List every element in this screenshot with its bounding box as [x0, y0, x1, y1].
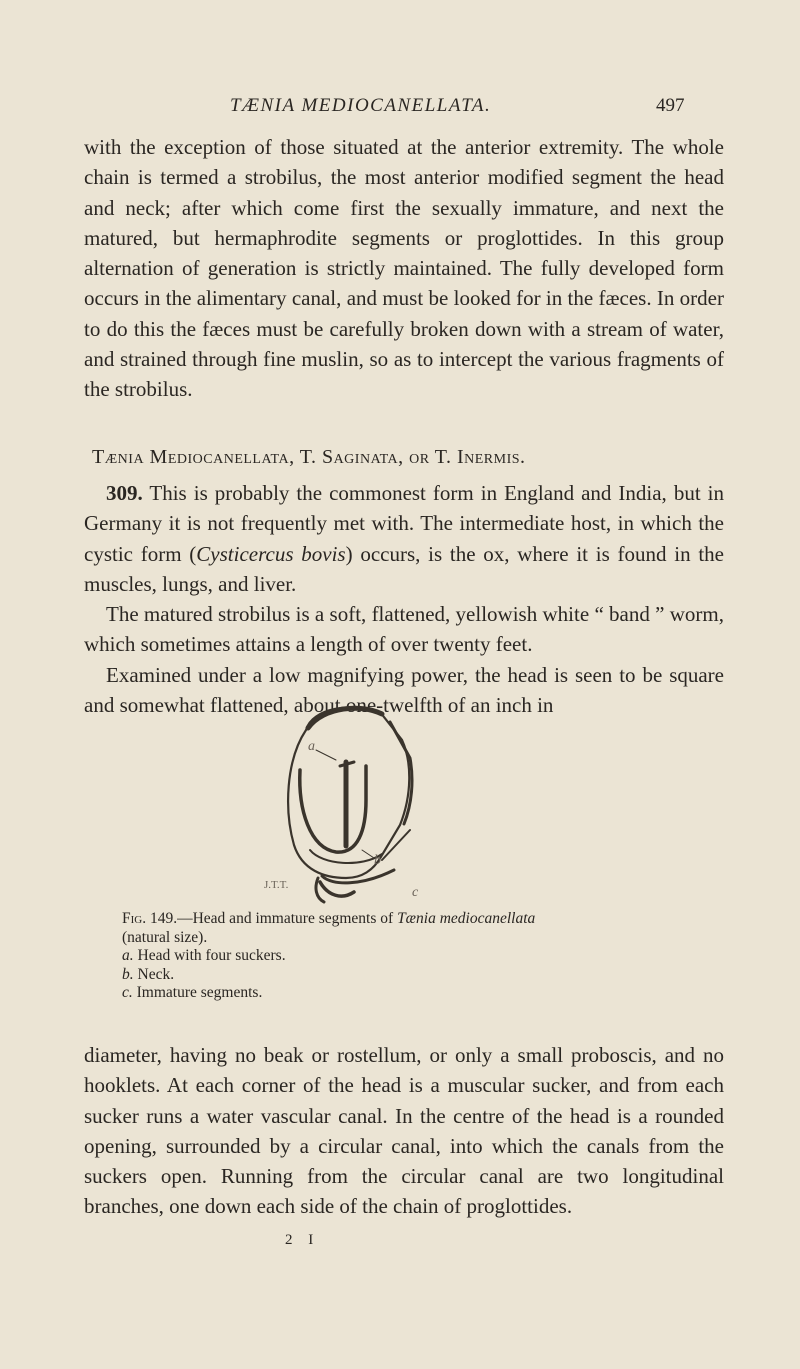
stem-top — [340, 762, 354, 766]
section-heading: Tænia Mediocanellata, T. Saginata, or T. Inermis. — [92, 446, 526, 468]
legend-text: Immature segments. — [136, 984, 263, 1001]
artist-mark: J.T.T. — [264, 879, 289, 891]
legend-key: a. — [122, 947, 134, 964]
caption-species: Tænia mediocanellata — [397, 910, 536, 927]
legend-key: c. — [122, 984, 133, 1001]
caption-tail: (natural size). — [122, 928, 208, 946]
section-309-body — [84, 478, 724, 720]
paragraph-text: diameter, having no beak or rostellum, or only a small proboscis, and no hooklets. At each corner of the head is a muscular sucker, and from each sucker runs a water vascular canal. In the centre of the head is a rounded opening, surrounded by a circular canal, into which the canals from the suckers open. Running from the circular canal are two longitudinal branches, one down each side of the chain of proglottides. — [84, 1043, 724, 1219]
caption-text: —Head and immature segments of — [177, 910, 398, 927]
figure-149-illustration — [262, 700, 432, 905]
leader-a — [316, 750, 336, 760]
running-head-title: TÆNIA MEDIOCANELLATA. — [230, 95, 492, 116]
caption-label: Fig. 149. — [122, 910, 178, 927]
figure-caption — [122, 910, 742, 1003]
page-number: 497 — [656, 95, 685, 116]
head-outline — [288, 707, 409, 878]
signature-mark: 2 I — [285, 1232, 320, 1248]
label-c: c — [412, 885, 419, 900]
caption-legend-item — [122, 966, 742, 985]
caption-legend-item — [122, 984, 742, 1003]
paragraph-matured-strobilus: The matured strobilus is a soft, flattened, yellowish white “ band ” worm, which sometimes attains a length of over twenty feet. — [84, 602, 724, 657]
paragraph-309-text-b: ) occurs, is the ox, where it is found in the muscles, lungs, and liver. — [84, 541, 724, 596]
right-lower-edge — [382, 830, 410, 860]
legend-text: Neck. — [137, 965, 175, 983]
label-a: a — [308, 739, 315, 754]
paragraph-diameter — [84, 1040, 724, 1222]
legend-text: Head with four suckers. — [137, 947, 286, 964]
running-head — [0, 95, 800, 125]
paragraph-text: with the exception of those situated at the anterior extremity. The whole chain is termed a strobilus, the most anterior modified segment the head and neck; after which come first the sexually immature, and next the matured, but hermaphrodite segments or proglottides. In this group alternation of generation is strictly maintained. The fully developed form occurs in the alimentary canal, and must be looked for in the fæces. In order to do this the fæces must be carefully broken down with a stream of water, and strained through fine muslin, so as to intercept the various fragments of the strobilus. — [84, 135, 724, 402]
paragraph-309-text-a: This is probably the commonest form in England and India, but in Germany it is not frequently met with. The intermediate host, in which the cystic form ( — [84, 481, 724, 566]
species-name: Cysticercus bovis — [196, 541, 346, 566]
label-b: b — [374, 853, 381, 868]
caption-legend-item — [122, 947, 742, 966]
caption-title — [122, 910, 742, 929]
sucker-outline — [300, 766, 366, 852]
paragraph-strobilus — [84, 132, 724, 405]
head-top-edge — [308, 708, 382, 728]
paragraph-309 — [84, 478, 724, 599]
paragraph-examined: Examined under a low magnifying power, the head is seen to be square and somewhat flattened, about one-twelfth of an inch in — [84, 662, 724, 718]
legend-key: b. — [122, 965, 134, 983]
section-number: 309. — [106, 481, 143, 505]
leader-b — [362, 850, 374, 858]
